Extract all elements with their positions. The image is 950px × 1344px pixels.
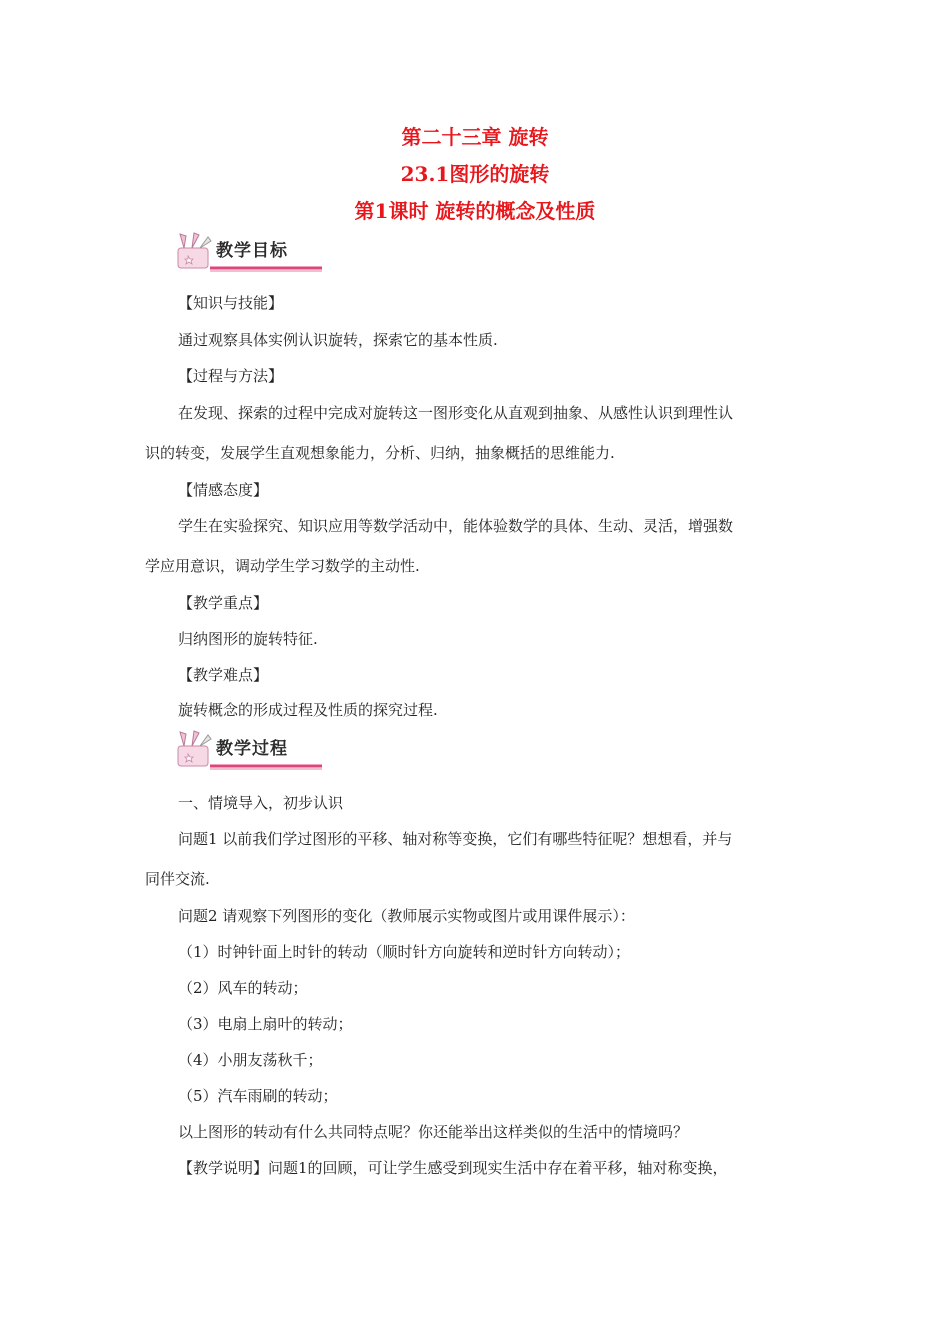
key-point-heading: 【教学重点】 xyxy=(178,594,269,612)
difficult-point-heading: 【教学难点】 xyxy=(178,666,269,684)
list-item: （5）汽车雨刷的转动； xyxy=(178,1087,338,1105)
goals-banner xyxy=(172,232,324,272)
knowledge-text: 通过观察具体实例认识旋转，探索它的基本性质. xyxy=(178,331,498,349)
teaching-note: 【教学说明】问题1的回顾，可让学生感受到现实生活中存在着平移，轴对称变换， xyxy=(178,1159,728,1177)
method-text-line1: 在发现、探索的过程中完成对旋转这一图形变化从直观到抽象、从感性认识到理性认 xyxy=(178,404,734,422)
reflection-question: 以上图形的转动有什么共同特点呢？你还能举出这样类似的生活中的情境吗？ xyxy=(178,1123,689,1141)
list-item: （3）电扇上扇叶的转动； xyxy=(178,1015,353,1033)
method-text-line2: 识的转变，发展学生直观想象能力，分析、归纳，抽象概括的思维能力. xyxy=(145,444,615,462)
process-banner xyxy=(172,730,324,770)
list-item: （1）时钟针面上时针的转动（顺时针方向旋转和逆时针方向转动）； xyxy=(178,943,631,961)
question1-line2: 同伴交流. xyxy=(145,870,210,888)
attitude-text-line2: 学应用意识，调动学生学习数学的主动性. xyxy=(145,557,420,575)
list-item: （2）风车的转动； xyxy=(178,979,308,997)
goals-banner-label: 教学目标 xyxy=(216,241,288,261)
key-point-text: 归纳图形的旋转特征. xyxy=(178,630,318,648)
list-item: （4）小朋友荡秋千； xyxy=(178,1051,323,1069)
method-heading: 【过程与方法】 xyxy=(178,367,284,385)
attitude-text-line1: 学生在实验探究、知识应用等数学活动中，能体验数学的具体、生动、灵活，增强数 xyxy=(178,517,734,535)
question2: 问题2 请观察下列图形的变化（教师展示实物或图片或用课件展示）： xyxy=(178,907,635,925)
attitude-heading: 【情感态度】 xyxy=(178,481,269,499)
difficult-point-text: 旋转概念的形成过程及性质的探究过程. xyxy=(178,701,438,719)
chapter-title: 第二十三章 旋转 xyxy=(401,125,549,149)
section-title: 23.1图形的旋转 xyxy=(400,162,550,186)
knowledge-heading: 【知识与技能】 xyxy=(178,294,284,312)
process-banner-label: 教学过程 xyxy=(216,739,288,759)
lesson-title: 第1课时 旋转的概念及性质 xyxy=(354,199,596,223)
section-heading-1: 一、情境导入，初步认识 xyxy=(178,794,344,812)
question1-line1: 问题1 以前我们学过图形的平移、轴对称等变换，它们有哪些特征呢？想想看，并与 xyxy=(178,830,733,848)
